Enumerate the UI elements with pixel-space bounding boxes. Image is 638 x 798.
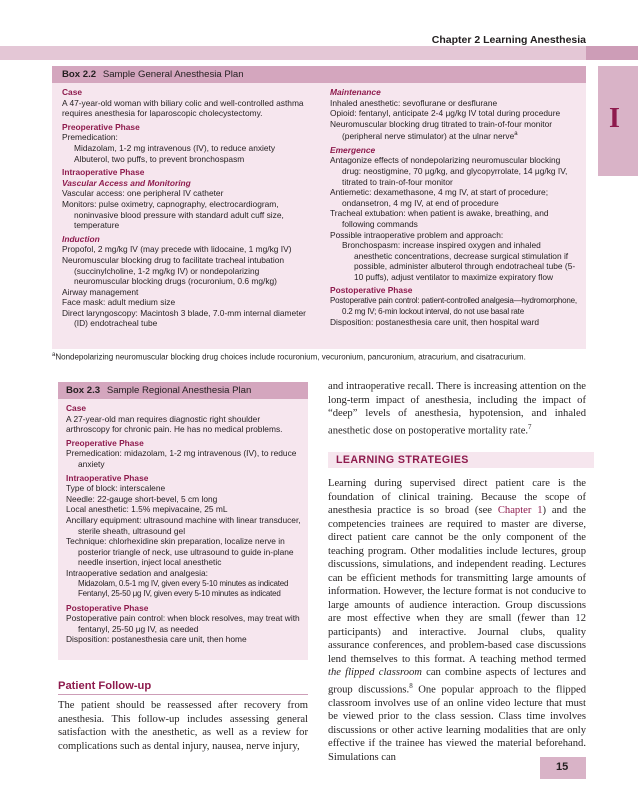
list-item: Midazolam, 0.5-1 mg IV, given every 5-10 minutes as indicated: [78, 578, 289, 588]
section-heading: Preoperative Phase: [66, 437, 144, 448]
box-title: Sample Regional Anesthesia Plan: [106, 385, 252, 396]
learning-strategies-paragraph: [328, 477, 586, 764]
list-item: Disposition: postanesthesia care unit, then hospital ward: [330, 317, 540, 328]
section-heading: Intraoperative Phase: [62, 167, 145, 178]
list-item: Premedication:: [62, 132, 118, 143]
section-heading: Intraoperative Phase: [66, 472, 149, 483]
case-text: A 27-year-old man requires diagnostic right shoulder arthroscopy for chronic pain. He has no medical problems.: [66, 413, 283, 435]
list-item: Postoperative pain control: patient-controlled analgesia—hydromorphone, 0.2 mg IV; 6-min lockout interval, do not use basal rate: [330, 296, 577, 316]
list-item: Monitors: pulse oximetry, capnography, electrocardiogram, noninvasive blood pressure with standard adult cuff size, temperature: [62, 198, 284, 231]
list-item: Local anesthetic: 1.5% mepivacaine, 25 mL: [66, 504, 228, 515]
page-header: [0, 0, 638, 48]
subsection-heading: Maintenance: [330, 87, 381, 97]
subsection-heading: Vascular Access and Monitoring: [62, 177, 191, 188]
box-2-3-content: [66, 403, 302, 645]
header-bar: [0, 46, 638, 60]
paragraph-text: and intraoperative recall. There is increasing attention on the long-term impact of anesthesia, including the impact of “deep” levels of anesthesia, hypotension, and inhaled anesthetic dose on postoperative mortality rate.: [328, 381, 586, 437]
box-label: Box 2.2: [62, 69, 97, 80]
list-item: Bronchospasm: increase inspired oxygen and inhaled anesthetic concentrations, decrease surgical stimulation if possible, administer albuterol through endotracheal tube (5-10 puffs), adjust ventilator to maximize expiratory flow: [342, 240, 576, 282]
paragraph-text: ) and the competencies trainees are required to master are diverse, direct patient care cannot be the only component of the teaching program. Other modalities include lectures, group discussions, simulations, and independent reading. Lectures can be efficient methods for transmitting large amounts of information. However, the lecture format is not conducive to large amounts of audience interaction. Group discussions are most effective when they are small (fewer than 12 participants) and interactive. Journal clubs, quality assurance conferences, and problem-based case discussions lend themselves to this format. A teaching method termed: [328, 505, 586, 665]
paragraph-text: The patient should be reassessed after recovery from anesthesia. This follow-up includes assessing general satisfaction with the anesthetic, as well as a review for complications such as dental injury, nausea, nerve injury,: [58, 700, 308, 752]
list-item: Needle: 22-gauge short-bevel, 5 cm long: [66, 493, 218, 504]
footnote-marker: a: [52, 352, 56, 358]
box-title: Sample General Anesthesia Plan: [102, 69, 244, 80]
list-item: Premedication: midazolam, 1-2 mg intravenous (IV), to reduce anxiety: [66, 448, 297, 469]
running-head: Chapter 2 Learning Anesthesia: [431, 34, 586, 46]
list-item: Type of block: interscalene: [66, 483, 166, 494]
list-item: Midazolam, 1-2 mg intravenous (IV), to reduce anxiety: [74, 142, 276, 153]
list-item: Disposition: postanesthesia care unit, then home: [66, 634, 247, 645]
patient-followup-text: [58, 699, 308, 753]
list-item: Direct laryngoscopy: Macintosh 3 blade, 7.0-mm internal diameter (ID) endotracheal tube: [62, 307, 306, 329]
list-item: Ancillary equipment: ultrasound machine with linear transducer, sterile sheath, ultrasound gel: [66, 514, 301, 536]
list-item: Albuterol, two puffs, to prevent bronchospasm: [74, 153, 245, 164]
paragraph-text: can combine aspects of lectures and group discussions.: [328, 667, 586, 696]
box-2-2-right-column: [330, 87, 578, 328]
box-label: Box 2.3: [66, 385, 101, 396]
section-heading: Postoperative Phase: [330, 285, 413, 296]
footnote-text: Nondepolarizing neuromuscular blocking drug choices include rocuronium, vecuronium, pancuronium, atracurium, and cisatracurium.: [55, 352, 526, 362]
list-item: Airway management: [62, 286, 139, 297]
list-item: Propofol, 2 mg/kg IV (may precede with lidocaine, 1 mg/kg IV): [62, 244, 292, 255]
list-item: Antagonize effects of nondepolarizing neuromuscular blocking drug: neostigmine, 70 μg/kg, and glycopyrrolate, 14 μg/kg IV, titrated to train-of-four monitor: [330, 155, 568, 187]
intro-paragraph: [328, 380, 586, 438]
list-item-text: Neuromuscular blocking drug titrated to train-of-four monitor (peripheral nerve stimulator) at the ulnar nerve: [330, 118, 553, 142]
section-heading: Preoperative Phase: [62, 121, 140, 132]
paragraph-text: One popular approach to the flipped classroom involves use of an online video lecture that must be viewed prior to the class session. Class time involves discussions or other active learning modalities that are only effective if the trainee has viewed the material beforehand. Simulations can: [328, 684, 586, 763]
learning-strategies-heading: LEARNING STRATEGIES: [328, 452, 594, 468]
box-2-2-header: [52, 66, 586, 83]
header-bar-accent: [586, 46, 638, 60]
box-2-2-left-column: [62, 87, 310, 329]
section-heading: Case: [66, 403, 87, 413]
patient-followup-heading: Patient Follow-up: [58, 680, 152, 692]
list-item: Opioid: fentanyl, anticipate 2-4 μg/kg IV total during procedure: [330, 108, 561, 119]
list-item: Possible intraoperative problem and approach:: [330, 229, 504, 240]
list-item: Face mask: adult medium size: [62, 297, 176, 308]
emphasis-text: the flipped classroom: [328, 667, 422, 678]
subsection-heading: Induction: [62, 233, 100, 244]
list-item: Neuromuscular blocking drug to facilitate tracheal intubation (succinylcholine, 1-2 mg/kg IV) or nondepolarizing neuromuscular blocking drugs (rocuronium, 0.6 mg/kg): [62, 254, 285, 287]
list-item: [330, 119, 578, 142]
list-item: Tracheal extubation: when patient is awake, breathing, and following commands: [330, 208, 549, 229]
subsection-heading: Emergence: [330, 144, 376, 155]
reference-marker: 8: [409, 681, 413, 690]
case-text: A 47-year-old woman with biliary colic and well-controlled asthma requires anesthesia for laparoscopic cholecystectomy.: [62, 97, 304, 119]
list-item: Inhaled anesthetic: sevoflurane or desflurane: [330, 97, 498, 108]
list-item: Antiemetic: dexamethasone, 4 mg IV, at start of procedure; ondansetron, 4 mg IV, at end of procedure: [330, 187, 549, 208]
footnote: [52, 352, 526, 362]
footnote-marker: a: [514, 131, 518, 138]
list-item: Vascular access: one peripheral IV catheter: [62, 188, 224, 199]
list-item: Postoperative pain control: when block resolves, may treat with fentanyl, 25-50 μg IV, as needed: [66, 613, 300, 634]
box-2-3: [58, 382, 308, 660]
list-item: Technique: chlorhexidine skin preparation, localize nerve in posterior triangle of neck, use ultrasound to guide in-plane needle insertion, inject local anesthetic: [66, 536, 294, 568]
list-item: Intraoperative sedation and analgesia:: [66, 567, 209, 578]
page-number: 15: [556, 761, 569, 773]
list-item: Fentanyl, 25-50 μg IV, given every 5-10 minutes as indicated: [78, 589, 281, 599]
paragraph-text: Learning during supervised direct patient care is the foundation of clinical training. Because the scope of anesthesia practice is so broad (see: [328, 478, 586, 516]
section-heading: Postoperative Phase: [66, 602, 149, 613]
chapter-link[interactable]: Chapter 1: [497, 505, 543, 516]
box-2-2: [52, 66, 586, 349]
box-2-3-header: [58, 382, 308, 399]
reference-marker: 7: [528, 422, 532, 431]
heading-rule: [58, 694, 308, 695]
section-tab-number: I: [609, 103, 620, 134]
section-heading: Case: [62, 87, 83, 97]
